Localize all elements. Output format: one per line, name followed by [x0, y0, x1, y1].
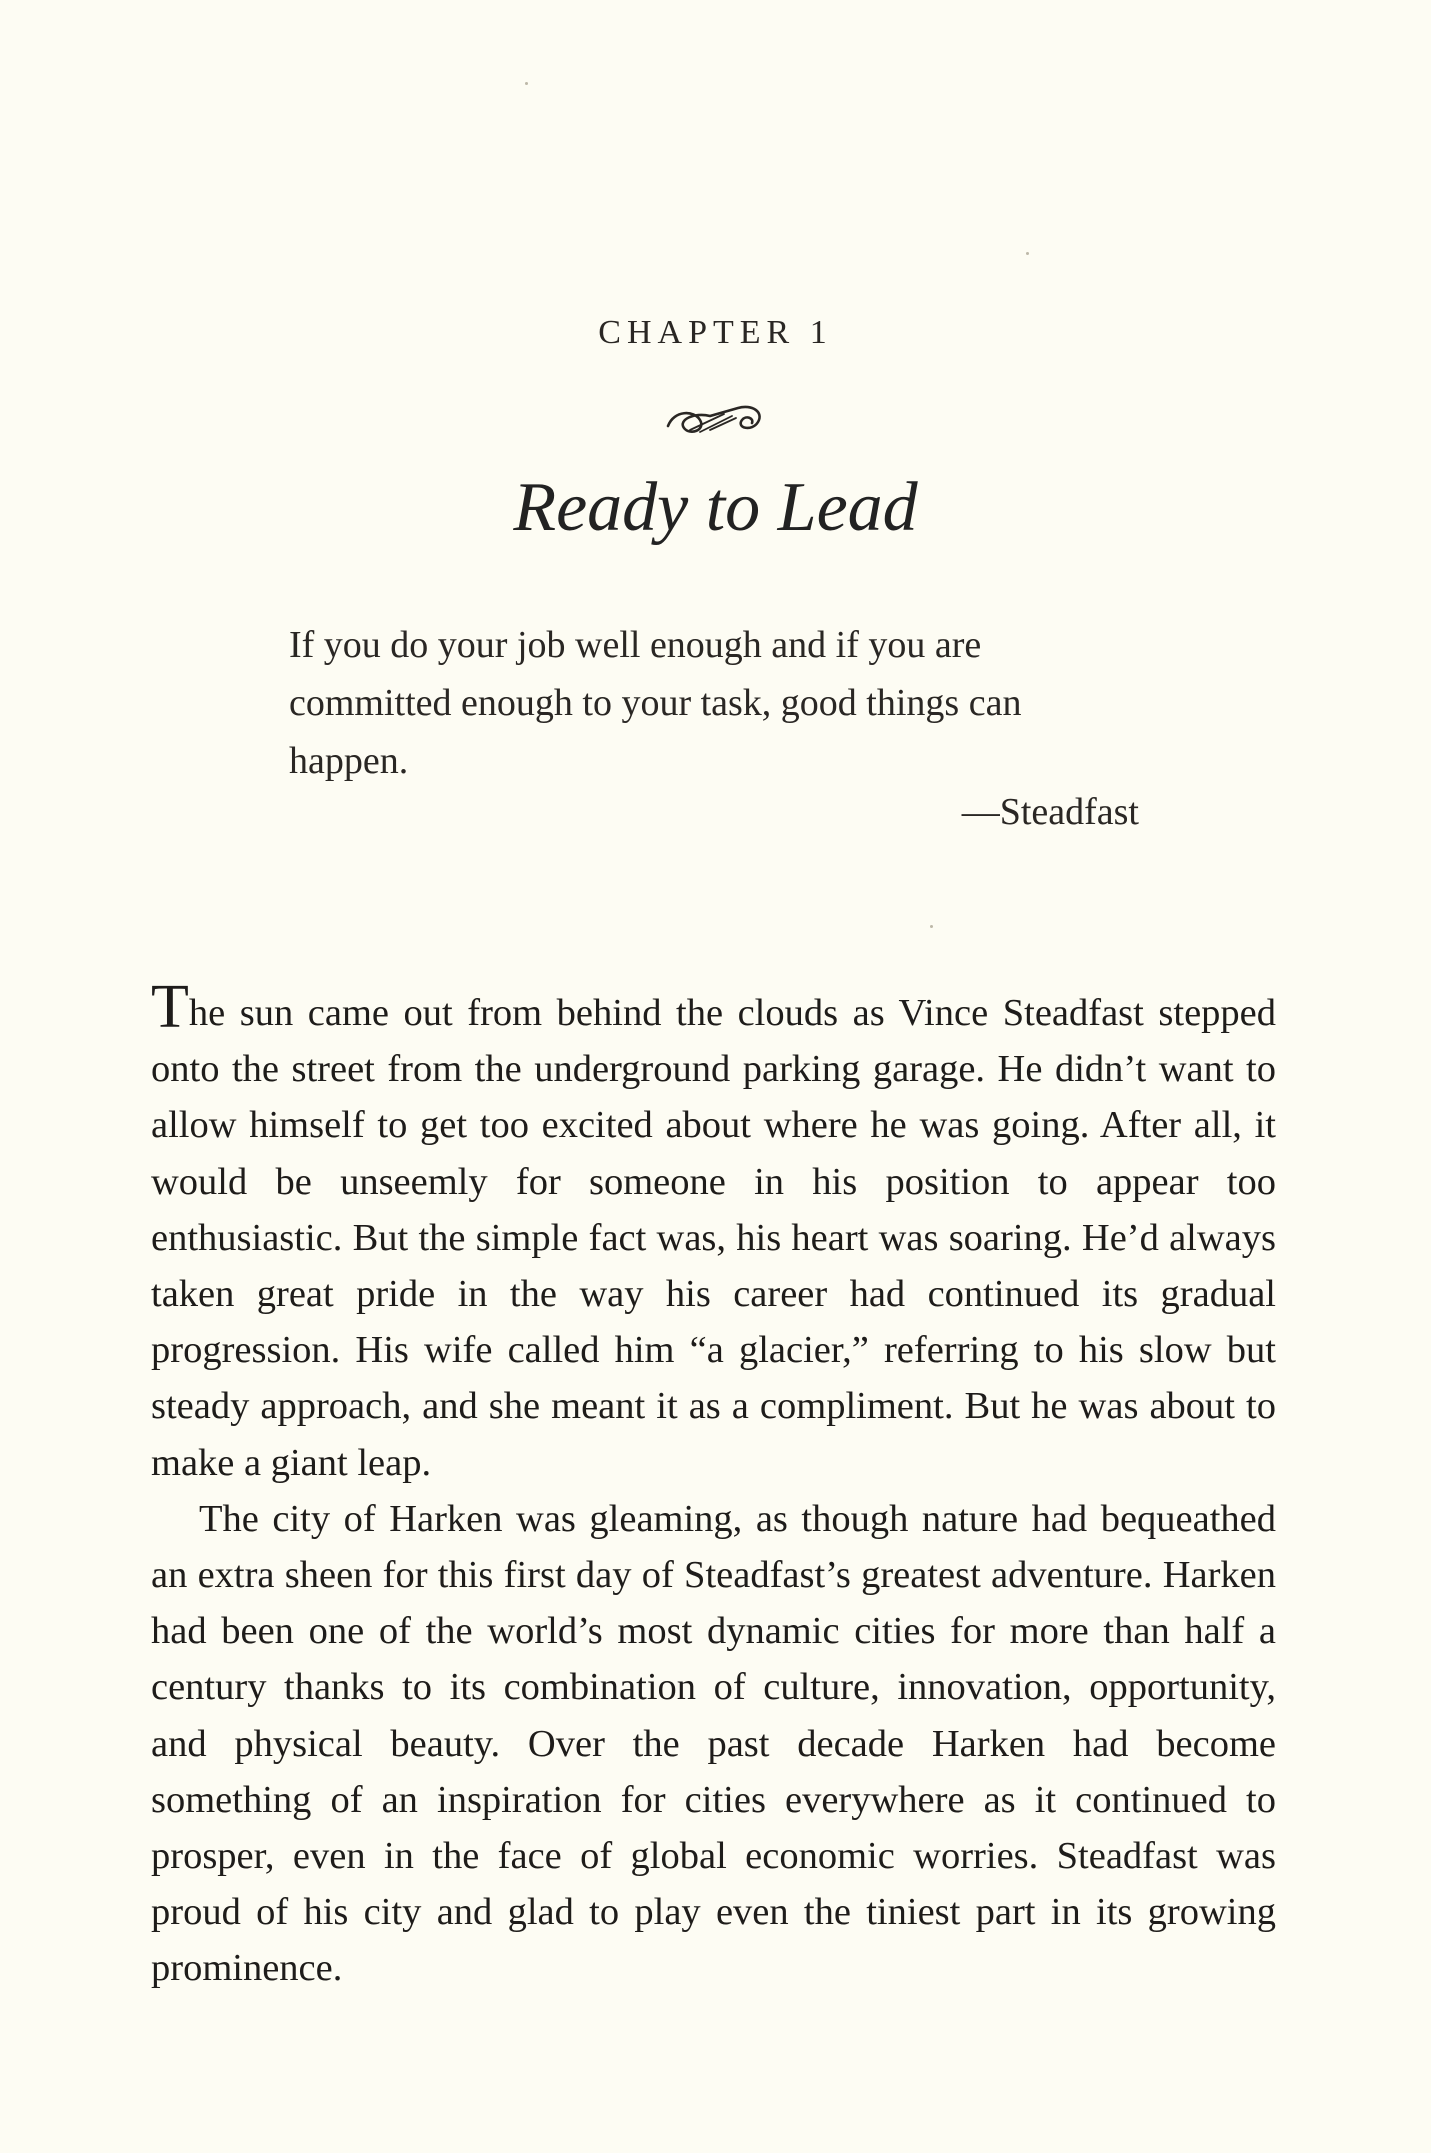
- paper-speck: [930, 925, 933, 928]
- chapter-body: [151, 973, 1276, 1997]
- body-paragraph: [151, 973, 1276, 1491]
- chapter-label: CHAPTER 1: [598, 314, 833, 351]
- flourish-ornament-icon: [660, 396, 770, 442]
- paper-speck: [1026, 252, 1029, 255]
- epigraph-quote: If you do your job well enough and if you are committed enough to your task, good things can happen.: [289, 624, 1022, 782]
- epigraph-attribution: —Steadfast: [961, 791, 1139, 833]
- paragraph-text: he sun came out from behind the clouds as Vince Steadfast stepped onto the street from the underground parking garage. He didn’t want to allow himself to get too excited about where he was going. After all, it would be unseemly for someone in his position to appear too enthusiastic. But the simple fact was, his heart was soaring. He’d always taken great pride in the way his career had continued its gradual progression. His wife called him “a glacier,” referring to his slow but steady approach, and she meant it as a compliment. But he was about to make a giant leap.: [151, 992, 1276, 1484]
- paper-speck: [525, 82, 528, 85]
- drop-initial: T: [151, 973, 189, 1041]
- chapter-title: Ready to Lead: [513, 469, 918, 546]
- body-paragraph: The city of Harken was gleaming, as though nature had bequeathed an extra sheen for this first day of Steadfast’s greatest adventure. Harken had been one of the world’s most dynamic cities for more than half a century thanks to its combination of culture, innovation, opportunity, and physical beauty. Over the past decade Harken had become something of an inspiration for cities everywhere as it continued to prosper, even in the face of global economic worries. Steadfast was proud of his city and glad to play even the tiniest part in its growing prominence.: [151, 1497, 1276, 1990]
